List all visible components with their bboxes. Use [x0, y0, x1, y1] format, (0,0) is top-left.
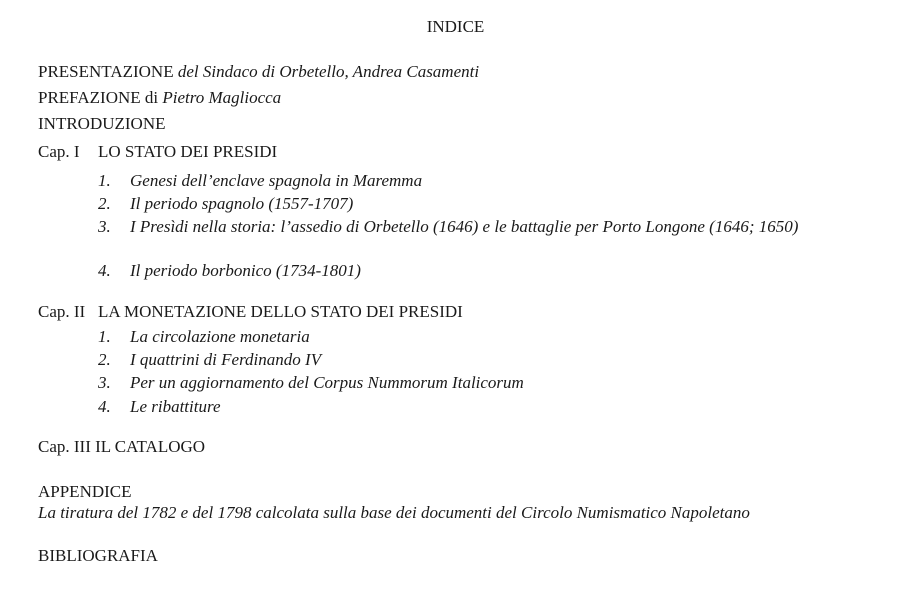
chapter-2-title: LA MONETAZIONE DELLO STATO DEI PRESIDI: [98, 302, 463, 321]
index-title: INDICE: [426, 17, 485, 36]
chapter-1-heading: [38, 142, 277, 162]
item-text: Genesi dell’enclave spagnola in Maremma: [130, 171, 423, 190]
item-number: 4.: [98, 261, 111, 280]
chapter-2-item-1: [98, 326, 858, 347]
chapter-2-item-3: [98, 372, 858, 393]
toc-entry-presentazione: [38, 62, 479, 82]
prefazione-di: di: [144, 88, 159, 107]
item-number: 3.: [98, 373, 111, 392]
presentazione-label: PRESENTAZIONE: [38, 62, 174, 81]
item-text: Il periodo borbonico (1734-1801): [130, 261, 361, 280]
item-text: Il periodo spagnolo (1557-1707): [130, 194, 354, 213]
toc-entry-prefazione: [38, 88, 281, 108]
item-text: Per un aggiornamento del Corpus Nummorum Italicorum: [130, 373, 524, 392]
item-text: La circolazione monetaria: [130, 327, 310, 346]
prefazione-author: Pietro Magliocca: [162, 88, 282, 107]
prefazione-label: PREFAZIONE: [38, 88, 141, 107]
item-number: 4.: [98, 397, 111, 416]
chapter-2-item-2: [98, 349, 858, 370]
item-number: 3.: [98, 217, 111, 236]
appendice-description: La tiratura del 1782 e del 1798 calcolata sulla base dei documenti del Circolo Numismatico Napoletano: [38, 503, 750, 522]
chapter-3-number: Cap. III: [38, 437, 91, 456]
toc-entry-bibliografia: BIBLIOGRAFIA: [38, 546, 158, 565]
item-text: Le ribattiture: [130, 397, 221, 416]
chapter-1-item-4: [98, 260, 858, 281]
chapter-3-heading: [38, 437, 205, 457]
chapter-1-title: LO STATO DEI PRESIDI: [98, 142, 278, 161]
chapter-1-item-2: [98, 193, 858, 214]
item-number: 2.: [98, 350, 111, 369]
item-text: I Presìdi nella storia: l’assedio di Orbetello (1646) e le battaglie per Porto Longone (1646; 1650): [130, 217, 799, 236]
toc-entry-introduzione: INTRODUZIONE: [38, 114, 166, 133]
item-text: I quattrini di Ferdinando IV: [130, 350, 322, 369]
item-number: 2.: [98, 194, 111, 213]
chapter-2-number: Cap. II: [38, 302, 86, 321]
toc-entry-appendice: APPENDICE: [38, 482, 132, 501]
chapter-1-item-1: [98, 170, 858, 191]
chapter-1-item-3: [98, 216, 858, 258]
chapter-2-item-4: [98, 396, 858, 417]
chapter-3-title: IL CATALOGO: [95, 437, 206, 456]
item-number: 1.: [98, 171, 111, 190]
chapter-2-heading: [38, 302, 463, 322]
presentazione-subtitle: del Sindaco di Orbetello, Andrea Casamenti: [177, 62, 480, 81]
chapter-1-number: Cap. I: [38, 142, 80, 161]
item-number: 1.: [98, 327, 111, 346]
